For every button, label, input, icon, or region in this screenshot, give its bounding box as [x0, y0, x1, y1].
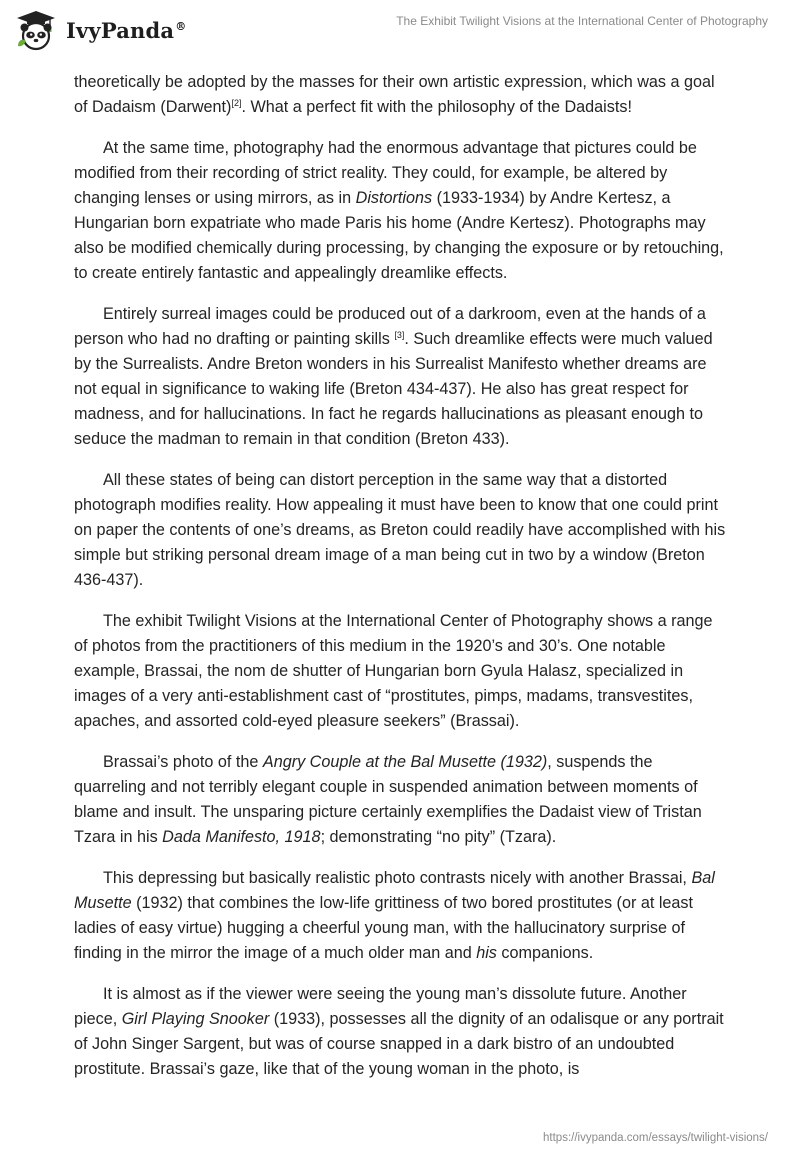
- paragraph-text: . What a perfect fit with the philosophy of the Dadaists!: [241, 98, 632, 116]
- document-title: The Exhibit Twilight Visions at the International Center of Photography: [396, 14, 768, 28]
- paragraph-text: It is almost as if the viewer were seeing the young man’s dissolute future. Another piece,: [74, 985, 687, 1028]
- paragraph-text: , suspends the quarreling and not terribly elegant couple in suspended animation between moments of blame and insult. The unsparing picture certainly exemplifies the Dadaist view of Tristan Tzara in his: [74, 753, 702, 846]
- paragraph: [74, 866, 726, 966]
- paragraph-text: The exhibit Twilight Visions at the International Center of Photography shows a range of photos from the practitioners of this medium in the 1920’s and 30’s. One notable example, Brassai, the nom de shutter of Hungarian born Gyula Halasz, specialized in images of a very anti-establishment cast of “prostitutes, pimps, madams, transvestites, apaches, and assorted cold-eyed pleasure seekers” (Brassai).: [74, 612, 713, 730]
- paragraph-text: All these states of being can distort perception in the same way that a distorted photograph modifies reality. How appealing it must have been to know that one could print on paper the contents of one’s dreams, as Breton could readily have accomplished with his simple but striking personal dream image of a man being cut in two by a window (Breton 436-437).: [74, 471, 726, 589]
- paragraph-text: (1933-1934) by Andre Kertesz, a Hungarian born expatriate who made Paris his home (Andre Kertesz). Photographs may also be modified chemically during processing, by changing the exposure or by retouching, to create entirely fantastic and appealingly dreamlike effects.: [74, 189, 724, 282]
- paragraph: [74, 609, 726, 734]
- paragraph-text: At the same time, photography had the enormous advantage that pictures could be modified from their recording of strict reality. They could, for example, be altered by changing lenses or using mirrors, as in: [74, 139, 697, 207]
- paragraph-text: . Such dreamlike effects were much valued by the Surrealists. Andre Breton wonders in his Surrealist Manifesto whether dreams are not equal in significance to waking life (Breton 434-437). He also has great respect for madness, and for hallucinations. In fact he regards hallucinations as pleasant enough to seduce the madman to remain in that condition (Breton 433).: [74, 330, 713, 448]
- logo-wordmark: IvyPanda®: [66, 17, 187, 43]
- italic-title: Dada Manifesto, 1918: [162, 828, 321, 846]
- paragraph-text: (1932) that combines the low-life grittiness of two bored prostitutes (or at least ladies of easy virtue) hugging a cheerful young man, with the hallucinatory surprise of finding in the mirror the image of a much older man and: [74, 894, 694, 962]
- footnote-ref[interactable]: [2]: [231, 98, 242, 108]
- footnote-ref[interactable]: [3]: [394, 330, 405, 340]
- italic-title: Bal Musette: [74, 869, 715, 912]
- paragraph-text: Brassai’s photo of the: [103, 753, 263, 771]
- paragraph-text: This depressing but basically realistic photo contrasts nicely with another Brassai,: [103, 869, 692, 887]
- paragraph: [74, 750, 726, 850]
- paragraph: [74, 136, 726, 286]
- italic-title: Angry Couple at the Bal Musette (1932): [262, 753, 548, 771]
- paragraph-text: (1933), possesses all the dignity of an odalisque or any portrait of John Singer Sargent, but was of course snapped in a dark bistro of an undoubted prostitute. Brassai’s gaze, like that of the young woman in the photo, is: [74, 1010, 724, 1078]
- paragraph: [74, 302, 726, 452]
- paragraph-text: theoretically be adopted by the masses for their own artistic expression, which was a goal of Dadaism (Darwent): [74, 73, 715, 116]
- italic-title: Distortions: [355, 189, 433, 207]
- panda-graduate-icon: [14, 8, 58, 52]
- paragraph-text: Entirely surreal images could be produced out of a darkroom, even at the hands of a person who had no drafting or painting skills: [74, 305, 706, 348]
- essay-body: [74, 70, 726, 1098]
- page-url[interactable]: https://ivypanda.com/essays/twilight-visions/: [543, 1132, 768, 1144]
- paragraph: [74, 70, 726, 120]
- paragraph: [74, 468, 726, 593]
- italic-title: his: [476, 944, 497, 962]
- paragraph-text: ; demonstrating “no pity” (Tzara).: [320, 828, 557, 846]
- italic-title: Girl Playing Snooker: [121, 1010, 270, 1028]
- ivypanda-logo[interactable]: [14, 8, 186, 52]
- paragraph-text: companions.: [496, 944, 594, 962]
- page-header: [0, 0, 800, 70]
- paragraph: [74, 982, 726, 1082]
